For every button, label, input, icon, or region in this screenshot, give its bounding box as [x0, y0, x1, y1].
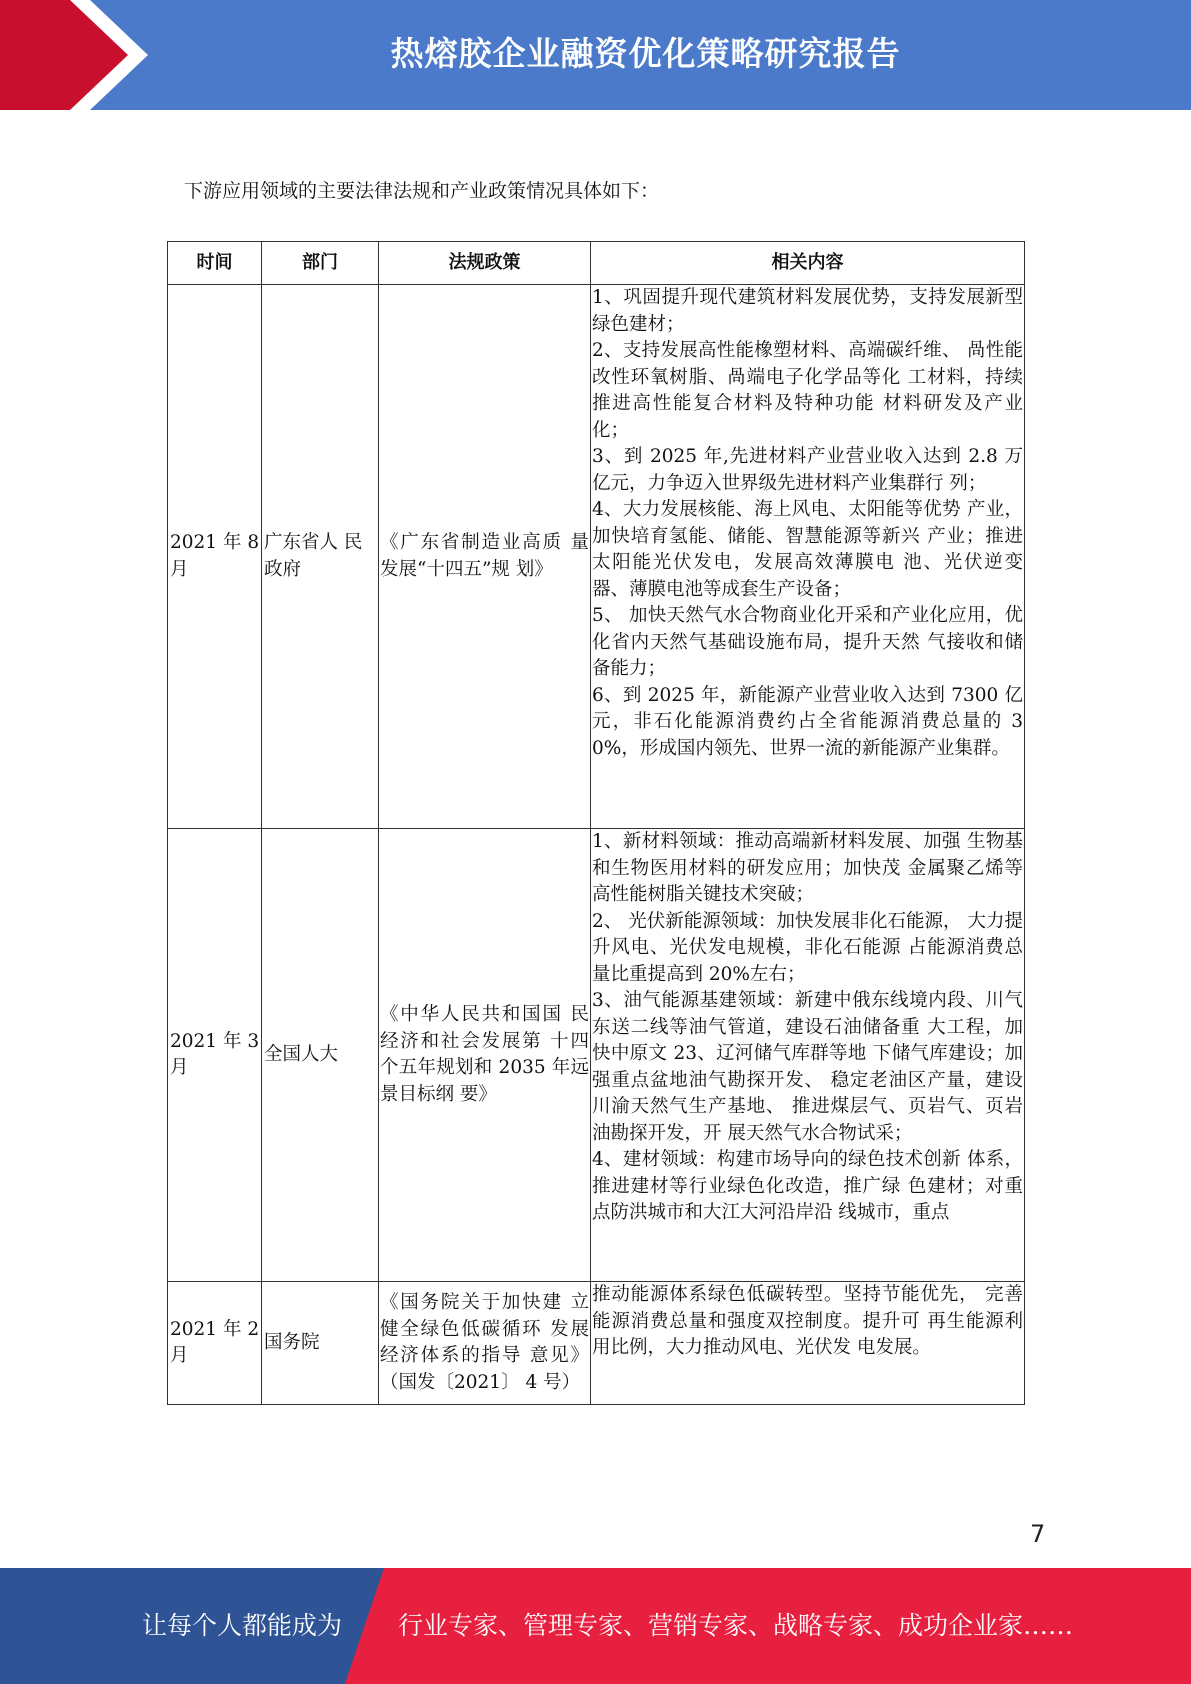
- row-department: 国务院: [262, 1282, 379, 1405]
- content-item: 5、 加快天然气水合物商业化开采和产业化应用，优化省内天然气基础设施布局，提升天然 气接收和储备能力；: [592, 605, 1023, 679]
- row-date: 2021 年 2 月: [168, 1282, 262, 1405]
- page-number: 7: [1030, 1520, 1046, 1548]
- row-policy: 《中华人民共和国国 民经济和社会发展第 十四个五年规划和 2035 年远景目标纲 要》: [379, 829, 591, 1282]
- row-content: [591, 285, 1025, 829]
- table-row: [168, 285, 1025, 829]
- table-row: [168, 1282, 1025, 1405]
- report-header: [0, 0, 1191, 110]
- row-department: 广东省人 民政府: [262, 285, 379, 829]
- content-item: 2、 光伏新能源领域：加快发展非化石能源， 大力提升风电、光伏发电规模，非化石能源 占能源消费总量比重提高到 20%左右；: [592, 910, 1023, 985]
- row-content: [591, 1282, 1025, 1405]
- header-arrow-icon: [0, 0, 150, 110]
- content-item: 2、支持发展高性能橡塑材料、高端碳纤维、 咼性能改性环氧树脂、咼端电子化学品等化 工材料，持续推进高性能复合材料及特种功能 材料研发及产业化；: [592, 340, 1023, 441]
- content-item: 3、油气能源基建领域：新建中俄东线境内段、川气东送二线等油气管道，建设石油储备重 大工程，加快中原文 23、辽河储气库群等地 下储气库建设；加强重点盆地油气勘探开发、 稳定老油区产量，建设川渝天然气生产基地、 推进煤层气、页岩气、页岩油勘探开发，开 展天然气水合物试采；: [592, 990, 1023, 1144]
- row-policy: 《国务院关于加快建 立健全绿色低碳循环 发展经济体系的指导 意见》（国发〔2021〕 4 号）: [379, 1282, 591, 1405]
- row-date: 2021 年 3 月: [168, 829, 262, 1282]
- policy-table: [167, 241, 1025, 1405]
- intro-text: 下游应用领域的主要法律法规和产业政策情况具体如下：: [184, 180, 660, 202]
- row-department: 全国人大: [262, 829, 379, 1282]
- header-department: 部门: [262, 242, 379, 285]
- row-policy: 《广东省制造业高质 量发展“十四五”规 划》: [379, 285, 591, 829]
- content-item: 1、巩固提升现代建筑材料发展优势，支持发展新型绿色建材；: [592, 287, 1023, 335]
- content-item: 推动能源体系绿色低碳转型。坚持节能优先， 完善能源消费总量和强度双控制度。提升可 再生能源利用比例，大力推动风电、光伏发 电发展。: [592, 1284, 1023, 1358]
- content-item: 3、到 2025 年,先进材料产业营业收入达到 2.8 万亿元，力争迈入世界级先进材料产业集群行 列；: [592, 446, 1023, 494]
- content-item: 6、到 2025 年，新能源产业营业收入达到 7300 亿元，非石化能源消费约占全省能源消费总量的 30%，形成国内领先、世界一流的新能源产业集群。: [592, 684, 1023, 759]
- header-content: 相关内容: [591, 242, 1025, 285]
- footer-slogan-right: 行业专家、管理专家、营销专家、战略专家、成功企业家……: [398, 1611, 1074, 1640]
- table-header-row: [168, 242, 1025, 285]
- row-content: [591, 829, 1025, 1282]
- footer-slogan-left: 让每个人都能成为: [142, 1611, 343, 1640]
- content-item: 1、新材料领域：推动高端新材料发展、加强 生物基和生物医用材料的研发应用；加快茂 金属聚乙烯等高性能树脂关键技术突破；: [592, 831, 1023, 905]
- content-item: 4、大力发展核能、海上风电、太阳能等优势 产业，加快培育氢能、储能、智慧能源等新兴 产业；推进太阳能光伏发电，发展高效薄膜电 池、光伏逆变器、薄膜电池等成套生产设备；: [592, 499, 1023, 600]
- content-item: 4、建材领域：构建市场导向的绿色技术创新 体系，推进建材等行业绿色化改造，推广绿 色建材；对重点防洪城市和大江大河沿岸沿 线城市，重点: [592, 1149, 1023, 1223]
- header-time: 时间: [168, 242, 262, 285]
- row-date: 2021 年 8 月: [168, 285, 262, 829]
- report-title: 热熔胶企业融资优化策略研究报告: [390, 34, 901, 73]
- table-row: [168, 829, 1025, 1282]
- footer-banner: [0, 1568, 1191, 1684]
- header-policy: 法规政策: [379, 242, 591, 285]
